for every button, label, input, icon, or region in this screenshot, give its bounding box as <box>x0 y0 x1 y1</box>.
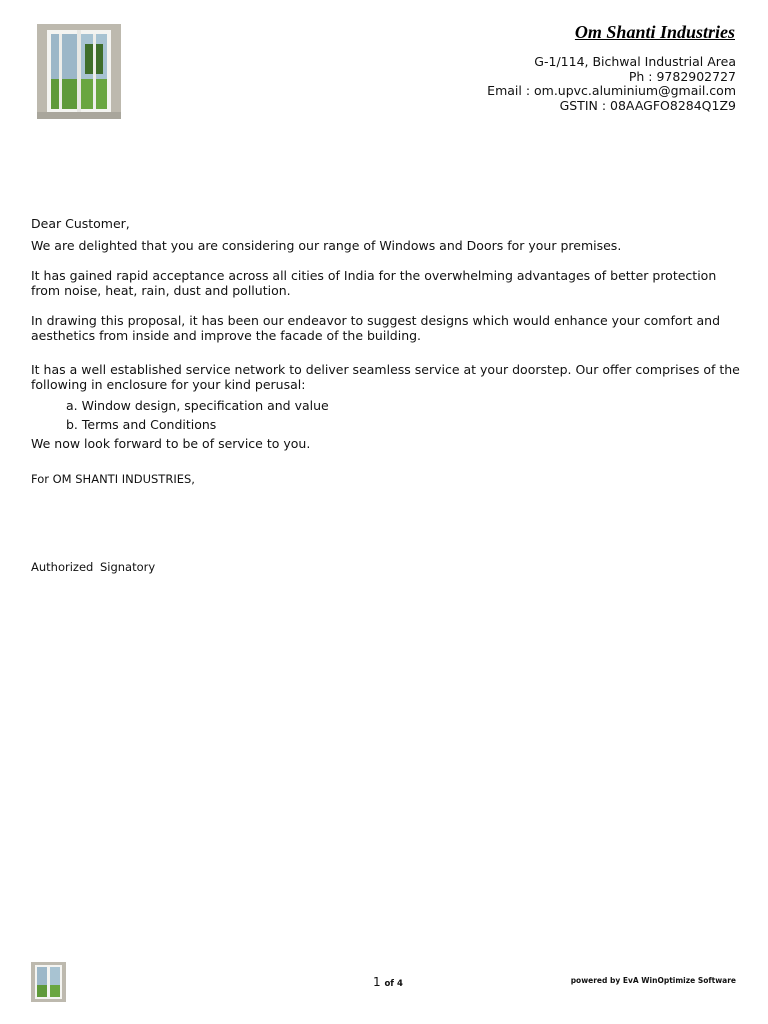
company-name: Om Shanti Industries <box>574 22 735 42</box>
enclosure-list <box>31 398 743 432</box>
closing-line: We now look forward to be of service to you. <box>31 436 311 451</box>
salutation: Dear Customer, <box>31 216 130 231</box>
address-line: G-1/114, Bichwal Industrial Area <box>534 54 736 69</box>
paragraph-proposal: In drawing this proposal, it has been our endeavor to suggest designs which would enhance your comfort and aesthetics from inside and improve the facade of the building. <box>31 313 721 343</box>
powered-by-text: powered by EvA WinOptimize Software <box>570 976 736 985</box>
paragraph-service: It has a well established service network to deliver seamless service at your doorstep. Our offer comprises of the following in enclosure for your kind perusal: <box>31 362 740 392</box>
page-total: of 4 <box>384 979 403 989</box>
company-logo-window-image <box>37 24 121 119</box>
page-number <box>373 975 403 989</box>
paragraph-advantages: It has gained rapid acceptance across all cities of India for the overwhelming advantages of better protection from noise, heat, rain, dust and pollution. <box>31 268 717 298</box>
list-item: a. Window design, specification and value <box>66 398 329 413</box>
authorized-signatory: Authorized Signatory <box>31 560 156 574</box>
email-line: Email : om.upvc.aluminium@gmail.com <box>487 83 736 98</box>
company-address-block <box>487 55 736 113</box>
for-company-line: For OM SHANTI INDUSTRIES, <box>31 472 195 486</box>
letter-body <box>31 216 743 451</box>
list-item: b. Terms and Conditions <box>66 417 217 432</box>
gstin-line: GSTIN : 08AAGFO8284Q1Z9 <box>559 97 736 113</box>
page-current: 1 <box>373 975 381 989</box>
footer-logo-image <box>31 962 66 1002</box>
paragraph-intro: We are delighted that you are considering our range of Windows and Doors for your premises. <box>31 238 622 253</box>
phone-line: Ph : 9782902727 <box>628 68 736 84</box>
